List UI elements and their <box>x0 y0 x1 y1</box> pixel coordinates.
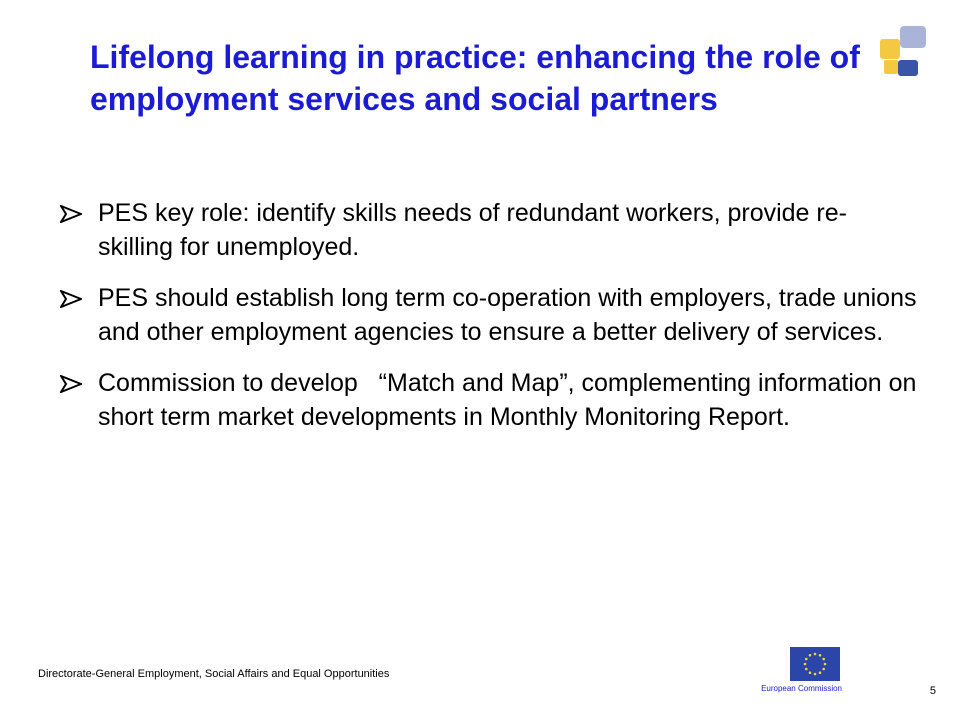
arrow-bullet-icon <box>60 375 82 393</box>
slide-title: Lifelong learning in practice: enhancing the role of employment services and social partners <box>90 39 860 117</box>
bullet-text: Commission to develop “Match and Map”, complementing information on short term market developments in Monthly Monitoring Report. <box>98 369 917 431</box>
bullet-item <box>60 196 920 264</box>
bullet-list <box>60 196 920 451</box>
page-number: 5 <box>929 685 936 697</box>
bullet-text: PES key role: identify skills needs of redundant workers, provide re-skilling for unemployed. <box>98 199 847 261</box>
eu-commission-label: European Commission <box>761 684 842 693</box>
footer-directorate: Directorate-General Employment, Social Affairs and Equal Opportunities <box>38 668 390 680</box>
bullet-item <box>60 281 920 349</box>
squares-logo-icon <box>880 26 928 76</box>
eu-flag-icon <box>790 647 840 681</box>
bullet-item <box>60 366 920 434</box>
bullet-text: PES should establish long term co-operation with employers, trade unions and other employment agencies to ensure a better delivery of services. <box>98 284 917 346</box>
arrow-bullet-icon <box>60 205 82 223</box>
arrow-bullet-icon <box>60 290 82 308</box>
